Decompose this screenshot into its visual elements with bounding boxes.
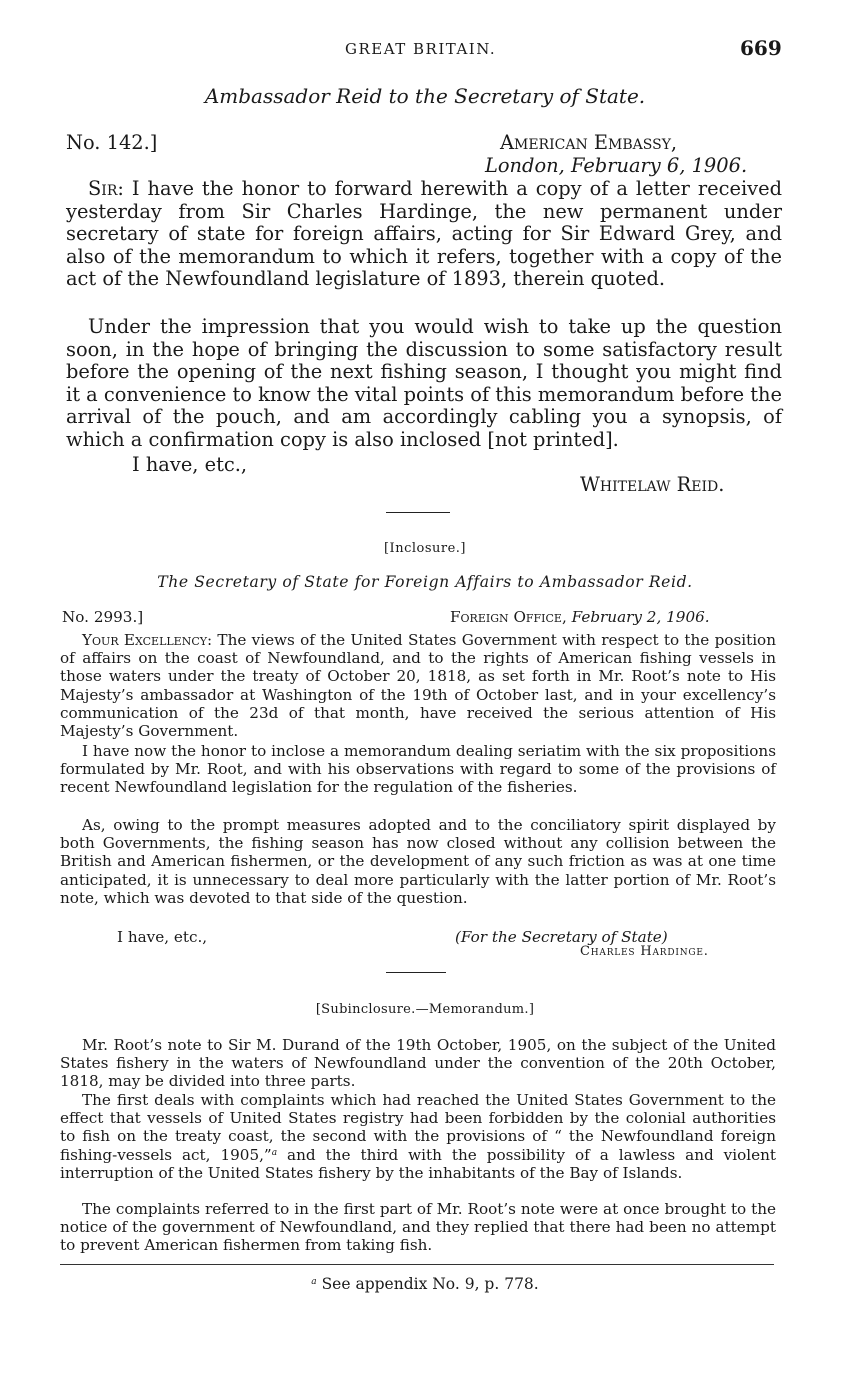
- inclosure-salutation: Your Excellency: [82, 631, 208, 649]
- inclosure-label: [Inclosure.]: [383, 541, 466, 556]
- letter-paragraph-1-text: : I have the honor to forward herewith a copy of a letter received yesterday from Sir Charles Hardinge, the new permanent under secretary of state for foreign affairs, acting for Sir Edward Grey, and also of the memorandum to which it refers, together with a copy of the act of the Newfoundland legislature of 1893, therein quoted.: [66, 177, 782, 291]
- inclosure-closing: I have, etc.,: [117, 928, 208, 946]
- memorandum-paragraph-3: The complaints referred to in the first part of Mr. Root’s note were at once brought to the notice of the government of Newfoundland, and they replied that there had been no attempt to prevent American fishermen from taking fish.: [60, 1200, 776, 1255]
- letter-salutation: Sir: [88, 177, 118, 200]
- inclosure-paragraph-2: I have now the honor to inclose a memorandum dealing seriatim with the six propositions formulated by Mr. Root, and with his observations with regard to some of the provisions of recent Newfoundland legislation for the regulation of the fisheries.: [60, 742, 776, 797]
- memorandum-paragraph-2-text-a: The first deals with complaints which had reached the United States Government to the effect that vessels of United States registry had been forbidden by the colonial authorities to fish on the treaty coast, the second with the provisions of “ the Newfoundland foreign fishing-vessels act, 1905,”: [60, 1091, 776, 1164]
- footnote-text: See appendix No. 9, p. 778.: [321, 1275, 539, 1293]
- running-head-title: GREAT BRITAIN.: [345, 40, 497, 58]
- office-date: February 2, 1906.: [571, 608, 710, 626]
- embassy-line: American Embassy,: [500, 131, 678, 154]
- footnote-reference: a: [271, 1147, 278, 1158]
- memorandum-paragraph-1: Mr. Root’s note to Sir M. Durand of the 19th October, 1905, on the subject of the United States fishery in the waters of Newfoundland under the convention of the 20th October, 1818, may be divided into three parts.: [60, 1036, 776, 1091]
- letter-number: No. 142.]: [66, 131, 158, 154]
- section-divider: [386, 972, 446, 973]
- letter-closing: I have, etc.,: [132, 453, 248, 476]
- letter-heading: Ambassador Reid to the Secretary of State.: [204, 84, 646, 108]
- place-date-line: London, February 6, 1906.: [485, 154, 748, 177]
- office-date-line: [450, 608, 710, 626]
- inclosure-heading: The Secretary of State for Foreign Affairs to Ambassador Reid.: [157, 573, 693, 591]
- letter-paragraph-1: [66, 178, 782, 291]
- memorandum-paragraph-2-text-b: and the third with the possibility of a lawless and violent interruption of the United States fishery by the inhabitants of the Bay of Islands.: [60, 1145, 776, 1182]
- page-number: 669: [740, 36, 782, 60]
- inclosure-paragraph-1-text: : The views of the United States Government with respect to the position of affairs on the coast of Newfoundland, and to the rights of American fishing vessels in those waters under the treaty of October 20, 1818, as set forth in Mr. Root’s note to His Majesty’s ambassador at Washington of the 19th of October last, and in your excellency’s communication of the 23d of that month, have received the serious attention of His Majesty’s Government.: [60, 631, 776, 741]
- letter-paragraph-2: Under the impression that you would wish to take up the question soon, in the hope of bringing the discussion to some satisfactory result before the opening of the next fishing season, I thought you might find it a convenience to know the vital points of this memorandum before the arrival of the pouch, and am accordingly cabling you a synopsis, of which a confirmation copy is also inclosed [not printed].: [66, 315, 782, 451]
- inclosure-number: No. 2993.]: [62, 608, 144, 626]
- section-divider: [386, 512, 450, 513]
- footnote-rule: [60, 1264, 774, 1265]
- letter-signature: Whitelaw Reid.: [580, 473, 725, 496]
- memorandum-paragraph-2: [60, 1091, 776, 1182]
- office-name: Foreign Office,: [450, 608, 567, 626]
- for-secretary-line: (For the Secretary of State): [455, 928, 668, 946]
- inclosure-signature: Charles Hardinge.: [580, 944, 709, 959]
- inclosure-paragraph-1: [60, 631, 776, 740]
- footnote-marker: a: [311, 1277, 317, 1287]
- inclosure-paragraph-3: As, owing to the prompt measures adopted and to the conciliatory spirit displayed by both Governments, the fishing season has now closed without any collision between the British and American fishermen, or the development of any such friction as was at one time anticipated, it is unnecessary to deal more particularly with the latter portion of Mr. Root’s note, which was devoted to that side of the question.: [60, 816, 776, 907]
- memorandum-label: [Subinclosure.—Memorandum.]: [315, 1002, 535, 1017]
- footnote: [0, 1275, 850, 1293]
